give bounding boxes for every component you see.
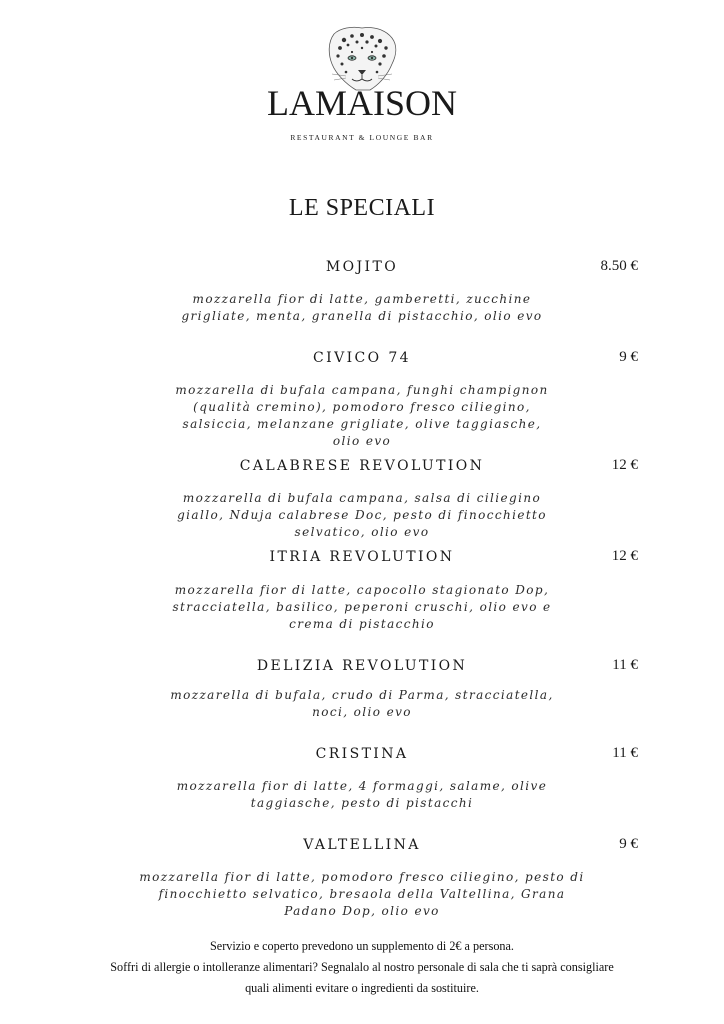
footer-line: quali alimenti evitare o ingredienti da sostituire. — [245, 981, 479, 995]
menu-item-price: 9 € — [619, 836, 638, 852]
footer-line: Soffri di allergie o intolleranze alimentari? Segnalalo al nostro personale di sala che ti saprà consigliare — [110, 960, 614, 974]
menu-item-price: 11 € — [612, 745, 638, 761]
menu-item-name: CRISTINA — [315, 746, 409, 762]
menu-item-name: MOJITO — [325, 259, 399, 275]
menu-item-description: mozzarella di bufala, crudo di Parma, stracciatella, noci, olio evo — [170, 688, 554, 719]
footer-line: Servizio e coperto prevedono un supplemento di 2€ a persona. — [210, 939, 514, 953]
menu-item-price: 11 € — [612, 657, 638, 673]
menu-item-name: VALTELLINA — [303, 837, 421, 853]
menu-item-price: 12 € — [611, 457, 638, 473]
menu-item-name: DELIZIA REVOLUTION — [256, 658, 468, 674]
menu-item-price: 8.50 € — [600, 258, 638, 274]
menu-item-description: mozzarella di bufala campana, salsa di ciliegino giallo, Nduja calabrese Doc, pesto di finocchietto selvatico, olio evo — [177, 491, 547, 539]
menu-item-description: mozzarella fior di latte, capocollo stagionato Dop, stracciatella, basilico, peperoni cruschi, olio evo e crema di pistacchio — [172, 583, 552, 631]
menu-item-price: 9 € — [619, 349, 638, 365]
menu-item-description: mozzarella fior di latte, 4 formaggi, salame, olive taggiasche, pesto di pistacchi — [176, 779, 548, 810]
brand-subtitle: RESTAURANT & LOUNGE BAR — [290, 133, 434, 142]
menu-item-description: mozzarella fior di latte, gamberetti, zucchine grigliate, menta, granella di pistacchio, olio evo — [181, 292, 543, 323]
menu-item-name: CALABRESE REVOLUTION — [239, 458, 485, 474]
section-title: LE SPECIALI — [288, 195, 436, 221]
footer-notes — [0, 936, 724, 999]
brand-name: LAMAISON — [266, 83, 457, 123]
menu-item-description: mozzarella di bufala campana, funghi champignon (qualità cremino), pomodoro fresco ciliegino, salsiccia, melanzane grigliate, olive taggiasche, olio evo — [175, 383, 549, 448]
menu-item-name: ITRIA REVOLUTION — [269, 549, 455, 565]
menu-item-name: CIVICO 74 — [313, 350, 411, 366]
menu-item-price: 12 € — [611, 548, 638, 564]
menu-item-description: mozzarella fior di latte, pomodoro fresco ciliegino, pesto di finocchietto selvatico, bresaola della Valtellina, Grana Padano Dop, olio evo — [139, 870, 585, 918]
